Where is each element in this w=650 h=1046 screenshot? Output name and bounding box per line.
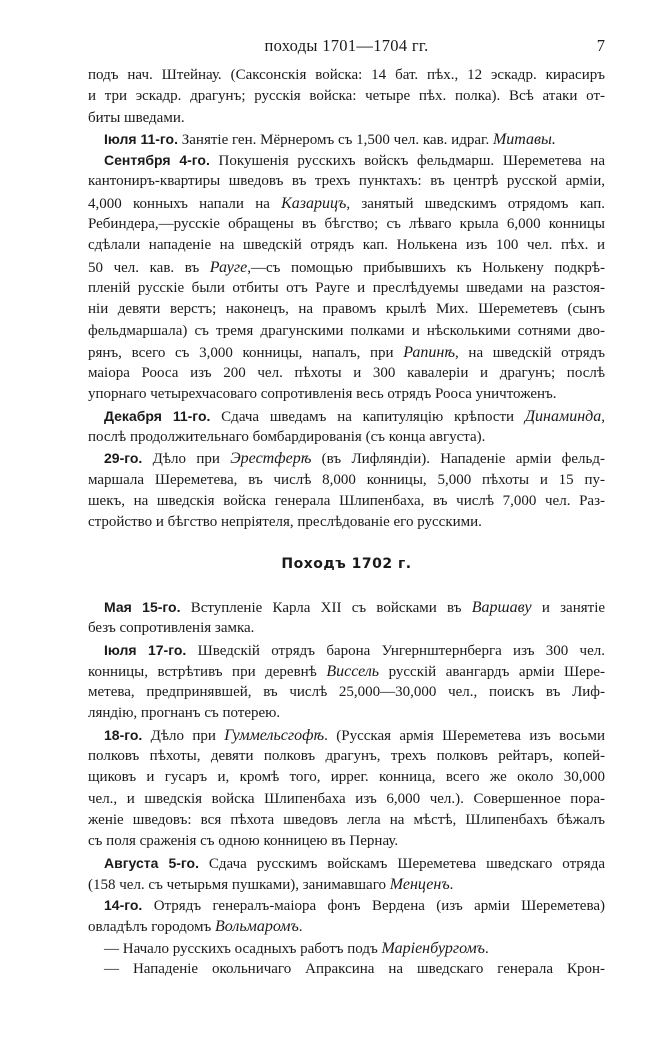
text-block-1701: [88, 65, 605, 534]
text-line: [88, 299, 605, 320]
text-line: [88, 214, 605, 235]
paragraph: [88, 406, 605, 449]
text-block-1702: [88, 597, 605, 980]
text-run: .: [484, 940, 489, 957]
text-line: [88, 427, 605, 448]
text-run: кантониръ-квартиры шведовъ въ трехъ пунктахъ: въ центрѣ русской арміи,: [88, 173, 605, 190]
paragraph: [88, 640, 605, 725]
text-line: [88, 108, 605, 129]
place-name: Виссель: [326, 662, 380, 680]
text-run: ніи девяти верстъ; наконецъ, на правомъ крылѣ Мих. Шереметевъ (сынъ: [88, 301, 605, 318]
text-run: . (Русская армія Шереметева изъ восьми: [324, 727, 606, 744]
date-heading: 29-го.: [104, 450, 143, 467]
running-title: походы 1701—1704 гг.: [264, 36, 429, 55]
text-line: [88, 853, 605, 874]
text-line: [88, 491, 605, 512]
text-run: Занятіе ген. Мёрнеромъ съ 1,500 чел. кав. идраг.: [178, 131, 493, 148]
text-line: [88, 959, 605, 980]
text-line: [88, 342, 605, 363]
date-heading: Іюля 11-го.: [104, 130, 178, 147]
paragraph: [88, 129, 605, 150]
text-run: безъ сопротивленія замка.: [88, 620, 255, 637]
text-run: стройство и бѣгство непріятеля, преслѣдованіе его русскими.: [88, 514, 482, 531]
paragraph: [88, 938, 605, 959]
text-run: .: [449, 876, 454, 893]
text-line: [88, 448, 605, 469]
text-run: Покушенія русскихъ войскъ фельдмарш. Шереметева на: [209, 153, 605, 170]
text-run: , на шведскій отрядъ: [455, 344, 606, 361]
text-line: [88, 129, 605, 150]
text-line: [88, 789, 605, 810]
text-run: сдѣлали нападеніе на шведскій отрядъ кап. Нолькена изъ 100 чел. пѣх. и: [88, 237, 605, 254]
text-run: — Начало русскихъ осадныхъ работъ подъ: [104, 940, 382, 957]
text-run: .: [298, 919, 303, 936]
text-run: маіора Рооса изъ 200 чел. пѣхоты и 300 кавалеріи и драгунъ; послѣ: [88, 365, 605, 382]
text-run: (въ Лифляндіи). Нападеніе арміи фельд-: [311, 451, 605, 468]
place-name: Вольмаромъ: [215, 918, 299, 936]
text-run: щиковъ и гусаръ и, кромѣ того, иррег. конница, всего же около 30,000: [88, 769, 605, 786]
text-line: [88, 682, 605, 703]
paragraph: [88, 895, 605, 938]
text-run: пленій русскіе были отбиты отъ Рауге и преслѣдуемы шведами на разстоя-: [88, 279, 605, 296]
text-run: чел., и шведскія войска Шлипенбаха изъ 6,000 чел.). Совершенное пора-: [88, 790, 605, 807]
date-heading: Мая 15-го.: [104, 599, 181, 615]
paragraph: [88, 65, 605, 129]
text-run: Дѣло при: [142, 727, 225, 744]
text-run: конницы, встрѣтивъ при деревнѣ: [88, 663, 327, 680]
text-line: [88, 321, 605, 342]
text-run: овладѣлъ городомъ: [88, 919, 215, 936]
text-line: [88, 363, 605, 384]
text-line: [88, 916, 605, 937]
text-line: [88, 725, 605, 746]
paragraph: [88, 725, 605, 853]
paragraph: [88, 150, 605, 406]
text-run: Отрядъ генералъ-маіора фонъ Вердена (изъ арміи Шереметева): [142, 898, 605, 915]
text-line: [88, 640, 605, 661]
text-line: [88, 938, 605, 959]
text-run: полковъ пѣхоты, девяти полковъ драгунъ, трехъ полковъ рейтаръ, копей-: [88, 748, 605, 765]
text-run: и три эскадр. драгунъ; русскія войска: четыре пѣх. полка). Всѣ атаки от-: [88, 88, 605, 105]
text-run: 50 чел. кав. въ: [88, 259, 210, 276]
place-name: Менценъ: [389, 875, 450, 893]
text-run: съ поля сраженія съ одною конницею въ Пернау.: [88, 833, 399, 850]
date-heading: Іюля 17-го.: [104, 641, 187, 658]
text-run: русскій авангардъ арміи Шере-: [379, 663, 605, 680]
paragraph: [88, 853, 605, 896]
text-run: упорнаго четырехчасоваго сопротивленія весь отрядъ Рооса уничтоженъ.: [88, 386, 557, 403]
text-line: [88, 65, 605, 86]
text-line: [88, 703, 605, 724]
text-line: [88, 661, 605, 682]
text-run: метева, предпринявшей, въ числѣ 25,000—30,000 чел., поискъ въ Лиф-: [88, 684, 605, 701]
text-run: фельдмаршала) съ тремя драгунскими полками и нѣсколькими сотнями дво-: [88, 322, 605, 339]
text-run: ляндію, прогнанъ съ потерею.: [88, 705, 281, 722]
text-run: Ребиндера,—русскіе обращены въ бѣгство; съ лѣваго крыла 6,000 конницы: [88, 216, 605, 233]
text-line: [88, 874, 605, 895]
text-run: Вступленіе Карла XII съ войсками въ: [180, 600, 472, 616]
place-name: Гуммельсгофѣ: [224, 726, 325, 744]
text-run: Сдача шведамъ на капитуляцію крѣпости: [210, 408, 525, 425]
place-name: Динаминда: [524, 407, 602, 425]
place-name: Митавы.: [492, 130, 556, 148]
text-run: биты шведами.: [88, 109, 185, 126]
text-line: [88, 512, 605, 533]
text-line: [88, 767, 605, 788]
text-run: послѣ продолжительнаго бомбардированія (съ конца августа).: [88, 429, 486, 446]
text-line: [88, 193, 605, 214]
text-run: женіе шведовъ: вся пѣхота шведовъ легла на мѣстѣ, Шлипенбахъ бѣжалъ: [88, 811, 605, 828]
date-heading: Августа 5-го.: [104, 854, 199, 871]
text-line: [88, 150, 605, 171]
text-line: [88, 406, 605, 427]
text-run: — Нападеніе окольничаго Апраксина на шведскаго генерала Крон-: [104, 961, 605, 978]
text-run: 4,000 конныхъ напали на: [88, 195, 282, 212]
text-line: [88, 470, 605, 491]
paragraph: [88, 959, 605, 980]
place-name: Варшаву: [471, 599, 532, 616]
page-number: 7: [596, 36, 605, 55]
text-run: Дѣло при: [142, 451, 231, 468]
text-run: ,—съ помощью прибывшихъ къ Нолькену подкрѣ-: [247, 259, 605, 276]
date-heading: Декабря 11-го.: [104, 407, 211, 424]
text-run: маршала Шереметева, въ числѣ 8,000 конницы, 5,000 пѣхоты и 15 пу-: [88, 471, 605, 488]
text-line: [88, 618, 605, 639]
text-line: [88, 278, 605, 299]
text-line: [88, 86, 605, 107]
place-name: Рапинѣ: [403, 343, 456, 361]
text-line: [88, 597, 605, 618]
text-line: [88, 831, 605, 852]
place-name: Казарицъ: [281, 194, 347, 212]
date-heading: Сентября 4-го.: [104, 152, 210, 169]
text-line: [88, 235, 605, 256]
text-run: Сдача русскимъ войскамъ Шереметева шведскаго отряда: [199, 855, 605, 872]
text-line: [88, 257, 605, 278]
paragraph: [88, 448, 605, 533]
place-name: Рауге: [209, 258, 248, 276]
text-run: ,: [601, 408, 605, 425]
text-line: [88, 810, 605, 831]
place-name: Маріенбургомъ: [381, 939, 485, 957]
text-line: [88, 171, 605, 192]
place-name: Эрестферѣ: [230, 450, 312, 468]
text-line: [88, 384, 605, 405]
text-run: подъ нач. Штейнау. (Саксонскія войска: 14 бат. пѣх., 12 эскадр. кирасиръ: [88, 67, 605, 83]
text-run: и занятіе: [531, 600, 606, 616]
text-run: , занятый шведскимъ отрядомъ кап.: [346, 195, 605, 212]
text-run: Шведскій отрядъ барона Унгернштернберга изъ 300 чел.: [186, 642, 605, 659]
section-title: Походъ 1702 г.: [281, 556, 412, 572]
text-line: [88, 746, 605, 767]
date-heading: 18-го.: [104, 726, 143, 743]
text-line: [88, 895, 605, 916]
running-header: [88, 36, 605, 58]
date-heading: 14-го.: [104, 897, 143, 914]
text-run: шекъ, на шведскія войска генерала Шлипенбаха, въ числѣ 7,000 чел. Раз-: [88, 492, 605, 509]
text-run: рянъ, всего съ 3,000 конницы, напалъ, при: [88, 344, 404, 361]
text-run: (158 чел. съ четырьмя пушками), занимавшаго: [88, 876, 390, 893]
paragraph: [88, 597, 605, 640]
